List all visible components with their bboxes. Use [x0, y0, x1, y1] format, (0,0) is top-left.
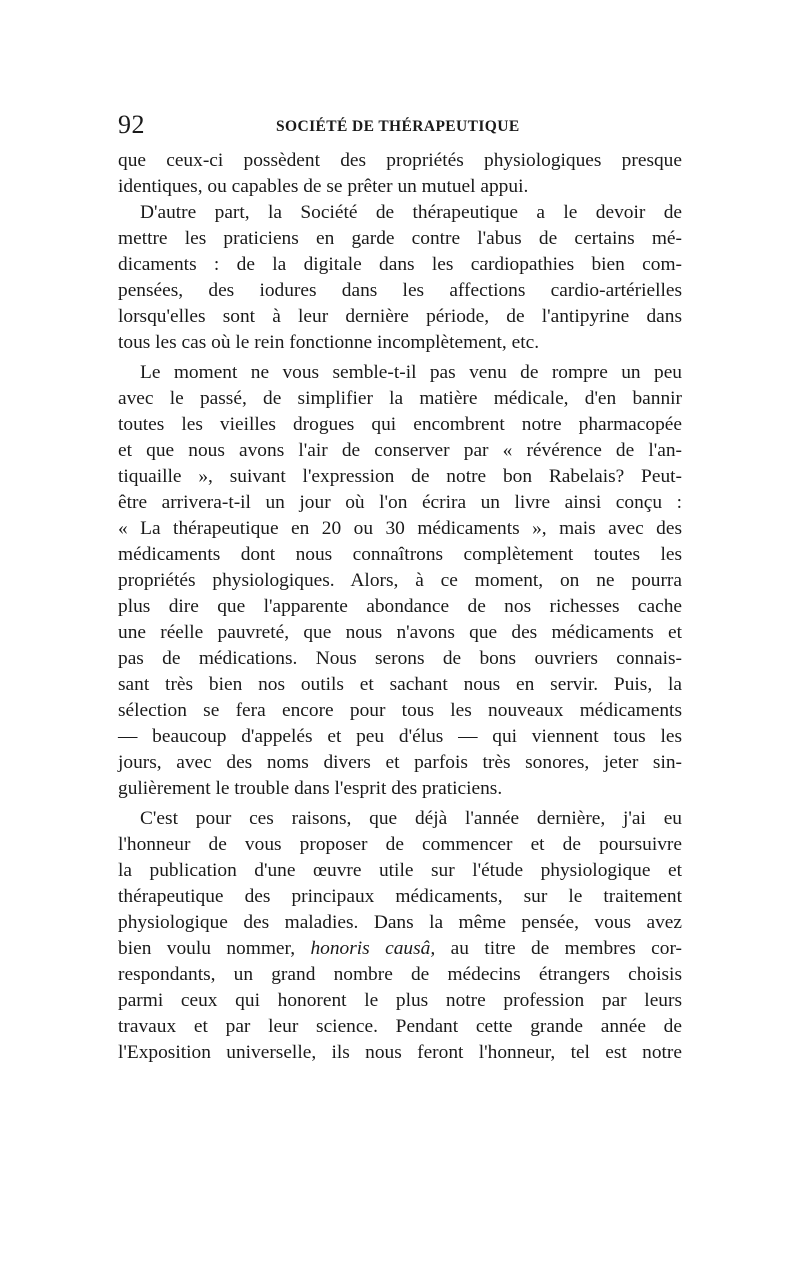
text-line: parmi ceux qui honorent le plus notre profession par leurs — [118, 990, 682, 1011]
text-line: toutes les vieilles drogues qui encombrent notre pharmacopée — [118, 414, 682, 435]
text-line: C'est pour ces raisons, que déjà l'année dernière, j'ai eu — [140, 808, 682, 829]
running-title: SOCIÉTÉ DE THÉRAPEUTIQUE — [276, 118, 520, 135]
text-line: et que nous avons l'air de conserver par « révérence de l'an- — [118, 440, 682, 461]
text-line: l'Exposition universelle, ils nous feront l'honneur, tel est notre — [118, 1042, 682, 1063]
text-line: « La thérapeutique en 20 ou 30 médicaments », mais avec des — [118, 518, 682, 539]
text-line: gulièrement le trouble dans l'esprit des praticiens. — [118, 778, 503, 799]
text-line: propriétés physiologiques. Alors, à ce moment, on ne pourra — [118, 570, 682, 591]
text-line: être arrivera-t-il un jour où l'on écrira un livre ainsi conçu : — [118, 492, 682, 513]
text-line: pas de médications. Nous serons de bons ouvriers connais- — [118, 648, 682, 669]
paragraph — [118, 360, 682, 802]
paragraph — [118, 806, 682, 1066]
text-line: sélection se fera encore pour tous les nouveaux médicaments — [118, 700, 682, 721]
text-line-with-italic — [118, 936, 682, 962]
text-line: respondants, un grand nombre de médecins étrangers choisis — [118, 964, 682, 985]
text-line: une réelle pauvreté, que nous n'avons que des médicaments et — [118, 622, 682, 643]
text-line: mettre les praticiens en garde contre l'abus de certains mé- — [118, 228, 682, 249]
text-line: Le moment ne vous semble-t-il pas venu de rompre un peu — [140, 362, 682, 383]
text-line: plus dire que l'apparente abondance de nos richesses cache — [118, 596, 682, 617]
text-line: identiques, ou capables de se prêter un mutuel appui. — [118, 176, 529, 197]
text-line: tiquaille », suivant l'expression de notre bon Rabelais? Peut- — [118, 466, 682, 487]
text-line: — beaucoup d'appelés et peu d'élus — qui viennent tous les — [118, 726, 682, 747]
paragraph — [118, 200, 682, 356]
text-line: jours, avec des noms divers et parfois très sonores, jeter sin- — [118, 752, 682, 773]
text-line: l'honneur de vous proposer de commencer et de poursuivre — [118, 834, 682, 855]
page-number: 92 — [118, 110, 145, 139]
body-text — [118, 148, 682, 1066]
text-line: dicaments : de la digitale dans les cardiopathies bien com- — [118, 254, 682, 275]
text-line: pensées, des iodures dans les affections cardio-artérielles — [118, 280, 682, 301]
document-page — [118, 110, 682, 1066]
text-line: sant très bien nos outils et sachant nous en servir. Puis, la — [118, 674, 682, 695]
paragraph — [118, 148, 682, 200]
italic-phrase: honoris causâ, — [310, 938, 436, 959]
text-line: travaux et par leur science. Pendant cette grande année de — [118, 1016, 682, 1037]
text-line: que ceux-ci possèdent des propriétés physiologiques presque — [118, 150, 682, 171]
running-header — [118, 110, 682, 142]
text-segment: bien voulu nommer, — [118, 938, 311, 959]
text-line: physiologique des maladies. Dans la même pensée, vous avez — [118, 912, 682, 933]
text-line: avec le passé, de simplifier la matière médicale, d'en bannir — [118, 388, 682, 409]
text-line: médicaments dont nous connaîtrons complètement toutes les — [118, 544, 682, 565]
text-line: tous les cas où le rein fonctionne incomplètement, etc. — [118, 332, 540, 353]
text-line: la publication d'une œuvre utile sur l'étude physiologique et — [118, 860, 682, 881]
text-segment: au titre de membres cor- — [435, 938, 682, 959]
text-line: D'autre part, la Société de thérapeutique a le devoir de — [140, 202, 682, 223]
text-line: thérapeutique des principaux médicaments, sur le traitement — [118, 886, 682, 907]
text-line: lorsqu'elles sont à leur dernière période, de l'antipyrine dans — [118, 306, 682, 327]
